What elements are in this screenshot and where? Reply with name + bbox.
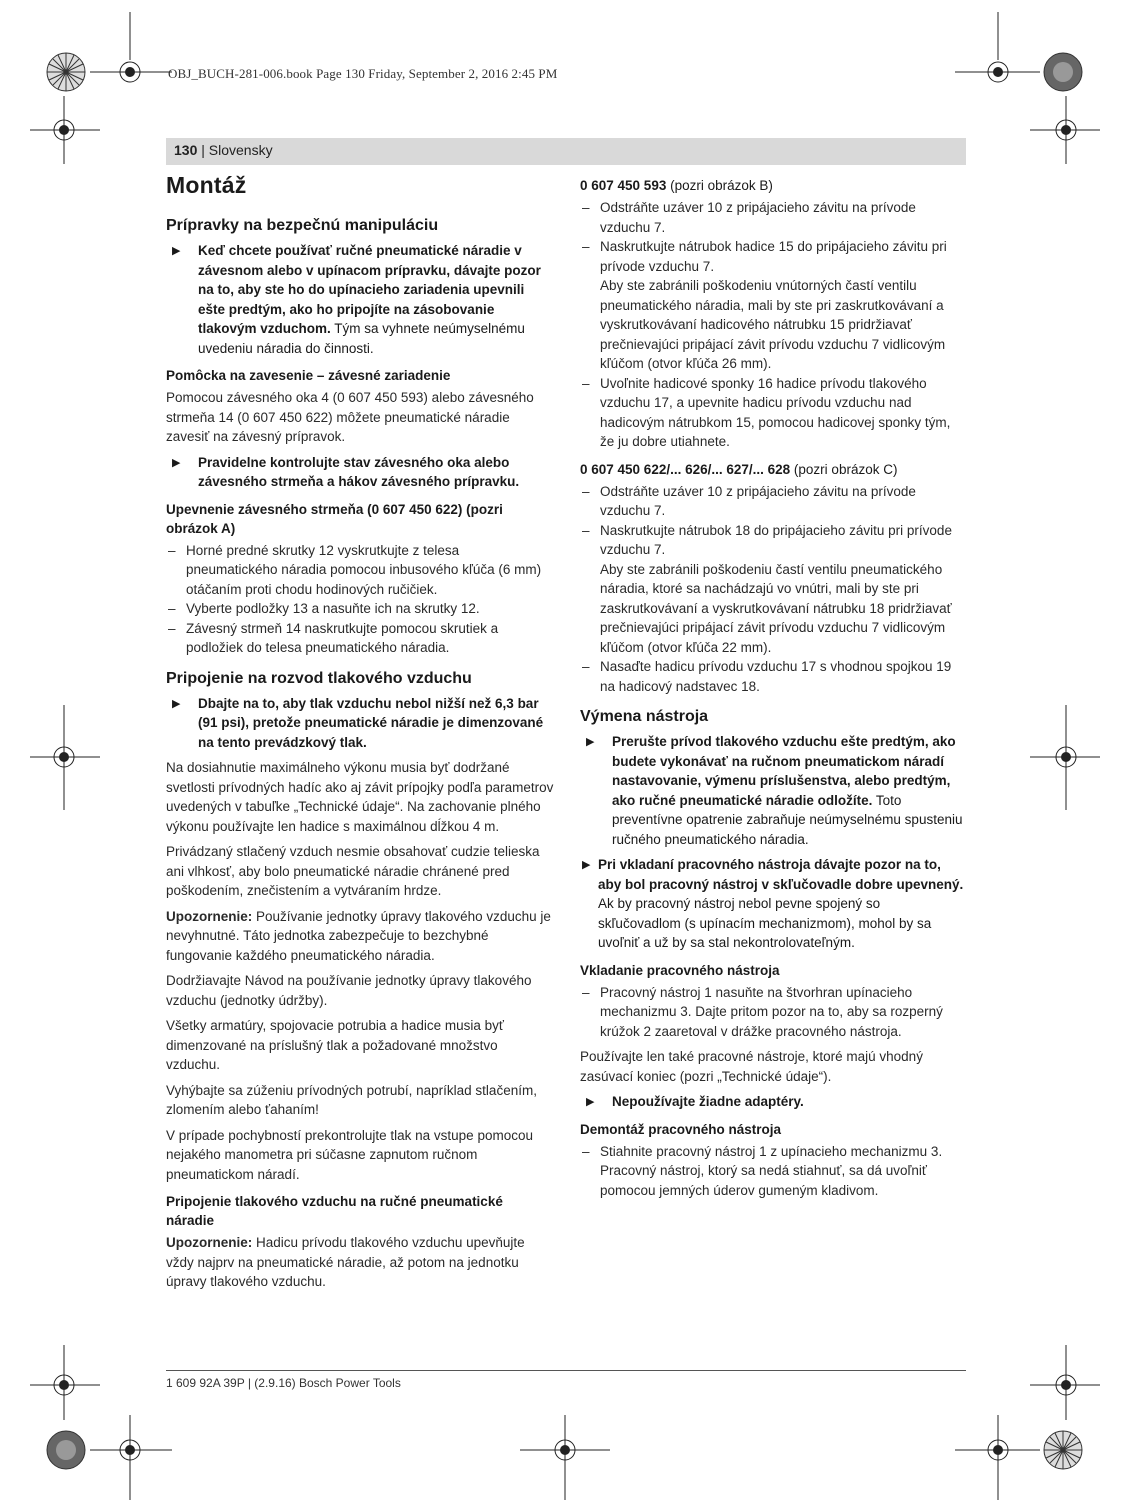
list-item: – Odstráňte uzáver 10 z pripájacieho závitu na prívode vzduchu 7. xyxy=(582,200,916,235)
dash-icon: – xyxy=(582,483,590,499)
arrow-icon: ▶ xyxy=(582,859,591,871)
heading-remove-tool: Demontáž pracovného nástroja xyxy=(580,1121,782,1137)
heading-hanging: Pomôcka na zavesenie – závesné zariadenie xyxy=(166,368,451,383)
registration-target-bottom-left xyxy=(47,1431,85,1469)
warning-text: Pri vkladaní pracovného nástroja dávajte pozor na to, aby bol pracovný nástroj v skľučovadle dobre upevnený. xyxy=(598,857,964,892)
list-item: – Závesný strmeň 14 naskrutkujte pomocou skrutiek a podložiek do telesa pneumatického náradia. xyxy=(168,620,499,655)
list-item: – Pracovný nástroj 1 nasuňte na štvorhran upínacieho mechanizmu 3. Dajte pritom pozor na to, aby sa rozperný krúžok 2 zaaretoval v drážke pracovného nástroja. xyxy=(582,984,943,1039)
arrow-icon: ▶ xyxy=(172,245,181,257)
paragraph: Na dosiahnutie maximálneho výkonu musia byť dodržané svetlosti prívodných hadíc ako aj závit prípojky podľa parametrov uvedených v tabuľke „Technické údaje“. Na zachovanie plného výkonu používajte len hadice s maximálnou dĺžkou 4 m. xyxy=(166,760,554,834)
dash-icon: – xyxy=(582,984,590,1000)
paragraph: Upozornenie: Používanie jednotky úpravy tlakového vzduchu je nevyhnutné. Táto jednotka zabezpečuje to bezchybné fungovanie každého pneumatického náradia. xyxy=(166,908,551,963)
steps-593 xyxy=(580,198,966,452)
section-title: Montáž xyxy=(166,172,247,198)
dash-icon: – xyxy=(168,620,176,636)
dash-icon: – xyxy=(168,542,176,558)
list-item: – Horné predné skrutky 12 vyskrutkujte z telesa pneumatického náradia pomocou inbusového kľúča (6 mm) otáčaním proti chodu hodinových ručičiek. xyxy=(168,542,542,597)
header-text xyxy=(174,142,273,158)
arrow-icon: ▶ xyxy=(586,1096,595,1108)
steps-remove xyxy=(580,1142,966,1201)
registration-target-top-left xyxy=(47,53,85,91)
book-info-line: OBJ_BUCH-281-006.book Page 130 Friday, September 2, 2016 2:45 PM xyxy=(168,66,558,81)
paragraph: Vyhýbajte sa zúženiu prívodných potrubí, napríklad stlačením, zlomením alebo ťahaním! xyxy=(166,1082,537,1117)
paragraph: V prípade pochybností prekontrolujte tlak na vstupe pomocou nejakého manometra pri súčasne zapnutom ručnom pneumatickom náradí. xyxy=(166,1127,533,1182)
dash-icon: – xyxy=(582,239,590,254)
paragraph-hanging: Pomocou závesného oka 4 (0 607 450 593) alebo závesného strmeňa 14 (0 607 450 622) môžete pneumatické náradie zavesiť na závesný prípravok. xyxy=(166,390,534,444)
warning-text: Prerušte prívod tlakového vzduchu ešte predtým, ako budete vykonávať na ručnom pneumatickom náradí nastavovanie, výmenu príslušenstva, alebo predtým, ako ručné pneumatické náradie odložíte. xyxy=(612,734,956,808)
dash-icon: – xyxy=(582,659,590,674)
steps-insert xyxy=(580,983,966,1042)
list-item: – Vyberte podložky 13 a nasuňte ich na skrutky 12. xyxy=(166,599,554,619)
heading-tool-replacement: Výmena nástroja xyxy=(580,708,709,725)
footer-rule xyxy=(166,1370,966,1371)
list-item: – Naskrutkujte nátrubok 18 do pripájacieho závitu pri prívode vzduchu 7. Aby ste zabránili poškodeniu častí ventilu pneumatického náradia, ktoré sa nachádzajú vo vnútri, mali by ste pri zaskrutkovávaní a vyskrutkovávaní nátrubku 18 pridržiavať prečnievajúci pripájací závit prívodu vzduchu 7 vidlicovým kľúčom (otvor kľúča 22 mm). xyxy=(582,522,952,655)
heading-tool-connection: Pripojenie tlakového vzduchu na ručné pneumatické náradie xyxy=(166,1194,503,1228)
note: Aby ste zabránili poškodeniu častí ventilu pneumatického náradia, ktoré sa nachádzajú vo vnútri, mali by ste pri zaskrutkovávaní a vyskrutkovávaní nátrubku 18 pridržiavať prečnievajúci pripájací závit prívodu vzduchu 7 vidlicovým kľúčom (otvor kľúča 22 mm). xyxy=(600,561,952,655)
steps-622 xyxy=(580,482,966,697)
paragraph: Privádzaný stlačený vzduch nesmie obsahovať cudzie telieska ani vlhkosť, aby bolo pneumatické náradie chránené pred poškodením, znečistením a vytváraním hrdze. xyxy=(166,844,540,898)
page-number: 130 xyxy=(174,142,198,158)
note-label: Upozornenie: xyxy=(166,908,253,924)
arrow-icon: ▶ xyxy=(172,697,181,710)
list-item: – Stiahnite pracovný nástroj 1 z upínacieho mechanizmu 3. Pracovný nástroj, ktorý sa nedá stiahnuť, sa dá uvoľniť pomocou jemných úderov gumeným kladivom. xyxy=(582,1143,943,1198)
page-footer: 1 609 92A 39P | (2.9.16) Bosch Power Tools xyxy=(166,1376,401,1390)
dash-icon: – xyxy=(582,522,590,538)
dash-icon: – xyxy=(582,375,590,391)
warning-block xyxy=(166,694,554,753)
paragraph: Používajte len také pracovné nástroje, ktoré majú vhodný zasúvací koniec (pozri „Technické údaje“). xyxy=(580,1049,923,1084)
bracket-steps xyxy=(166,541,554,658)
warning-text: Keď chcete používať ručné pneumatické náradie v závesnom alebo v upínacom prípravku, dávajte pozor na to, aby ste ho do upínacieho zariadenia upevnili ešte predtým, ako ho pripojíte na zásobovanie tlakovým vzduchom. xyxy=(198,243,541,336)
paragraph: Upozornenie: Hadicu prívodu tlakového vzduchu upevňujte vždy najprv na pneumatické náradie, až potom na jednotku úpravy tlakového vzduchu. xyxy=(166,1235,525,1289)
warning-block xyxy=(580,1092,966,1112)
warning-rest: Tým sa vyhnete neúmyselnému uvedeniu náradia do činnosti. xyxy=(198,321,525,356)
list-item: – Naskrutkujte nátrubok hadice 15 do pripájacieho závitu pri prívode vzduchu 7. Aby ste zabránili poškodeniu vnútorných častí ventilu pneumatického náradia, mali by ste pri zaskrutkovávaní a vyskrutkovávaní hadicového nátrubku 15 pridržiavať prečnievajúci pripájací závit prívodu vzduchu 7 vidlicovým kľúčom (otvor kľúča 26 mm). xyxy=(582,239,947,371)
warning-text: Nepoužívajte žiadne adaptéry. xyxy=(612,1094,804,1109)
paragraph: Dodržiavajte Návod na používanie jednotky úpravy tlakového vzduchu (jednotky údržby). xyxy=(166,973,532,1008)
heading-safe-handling: Prípravky na bezpečnú manipuláciu xyxy=(166,217,439,234)
heading-insert-tool: Vkladanie pracovného nástroja xyxy=(580,962,780,978)
list-item: – Nasaďte hadicu prívodu vzduchu 17 s vhodnou spojkou 19 na hadicový nadstavec 18. xyxy=(582,659,952,694)
note: Aby ste zabránili poškodeniu vnútorných častí ventilu pneumatického náradia, mali by ste pri zaskrutkovávaní a vyskrutkovávaní hadicového nátrubku 15 pridržiavať prečnievajúci pripájací závit prívodu vzduchu 7 vidlicovým kľúčom (otvor kľúča 26 mm). xyxy=(600,278,946,371)
paragraph: Všetky armatúry, spojovacie potrubia a hadice musia byť dimenzované na príslušný tlak a požadované množstvo vzduchu. xyxy=(166,1018,504,1072)
arrow-icon: ▶ xyxy=(586,736,595,748)
list-item: – Odstráňte uzáver 10 z pripájacieho závitu na prívode vzduchu 7. xyxy=(582,483,916,518)
dash-icon: – xyxy=(168,601,176,616)
warning-block xyxy=(166,453,554,492)
heading-593: 0 607 450 593 (pozri obrázok B) xyxy=(580,178,773,193)
warning-text: Pravidelne kontrolujte stav závesného oka alebo závesného strmeňa a hákov závesného prípravku. xyxy=(198,454,520,489)
left-column xyxy=(166,172,554,1298)
warning-block: ▶ Prerušte prívod tlakového vzduchu ešte predtým, ako budete vykonávať na ručnom pneumatickom náradí nastavovanie, výmenu príslušenstva, alebo predtým, ako ručné pneumatické náradie odložíte. Toto preventívne opatrenie zabraňuje neúmyselnému spusteniu ručného pneumatického náradia. xyxy=(586,734,963,847)
heading-air-connection: Pripojenie na rozvod tlakového vzduchu xyxy=(166,669,472,687)
heading-622: 0 607 450 622/... 626/... 627/... 628 (pozri obrázok C) xyxy=(580,461,898,477)
warning-text: Dbajte na to, aby tlak vzduchu nebol nižší než 6,3 bar (91 psi), pretože pneumatické náradie je dimenzované na tento prevádzkový tlak. xyxy=(198,695,544,750)
dash-icon: – xyxy=(582,1143,590,1159)
dash-icon: – xyxy=(582,200,590,215)
note-label: Upozornenie: xyxy=(166,1235,253,1250)
header-language: Slovensky xyxy=(208,142,273,158)
arrow-icon: ▶ xyxy=(172,456,181,469)
registration-target-top-right xyxy=(1044,53,1082,91)
warning-block: ▶ Pri vkladaní pracovného nástroja dávajte pozor na to, aby bol pracovný nástroj v skľučovadle dobre upevnený. Ak by pracovný nástroj nebol pevne spojený so skľučovadlom (s upínacím mechanizmom), mohol by sa uvoľniť a už by sa stal nekontrolovateľným. xyxy=(582,857,964,950)
registration-target-bottom-right xyxy=(1044,1431,1082,1469)
list-item: – Uvoľnite hadicové sponky 16 hadice prívodu tlakového vzduchu 17, a upevnite hadicu prívodu vzduchu nad hadicovým nátrubkom 15, pomocou hadicovej sponky tým, že ju dobre utiahnete. xyxy=(582,375,951,449)
page-header xyxy=(166,138,966,165)
right-column xyxy=(580,176,966,1206)
heading-bracket: Upevnenie závesného strmeňa (0 607 450 622) (pozri obrázok A) xyxy=(166,501,503,536)
warning-block xyxy=(166,241,554,358)
header-separator: | xyxy=(197,142,209,158)
